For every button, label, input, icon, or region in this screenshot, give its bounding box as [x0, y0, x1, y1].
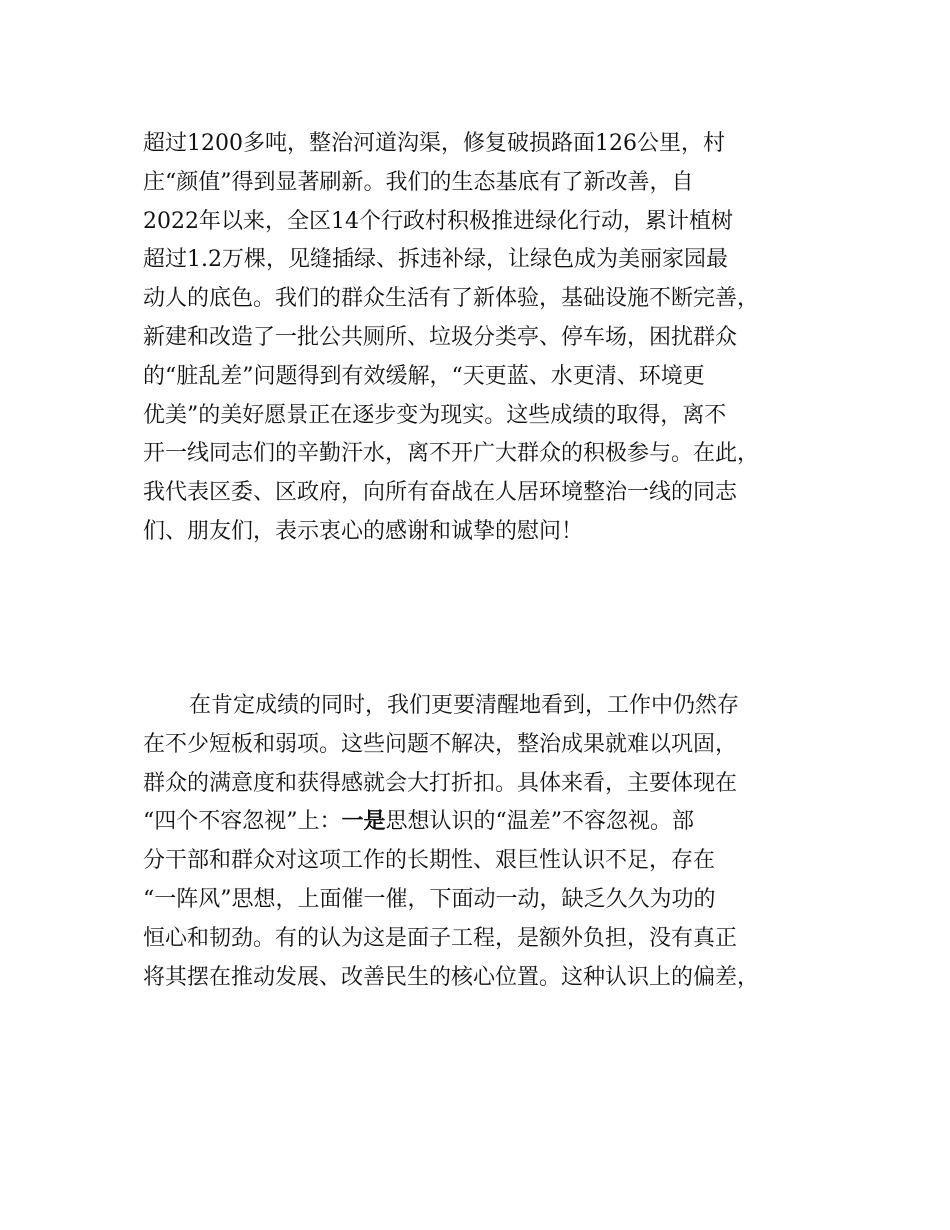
text-line: 在不少短板和弱项。这些问题不解决，整治成果就难以巩固， — [143, 731, 738, 757]
text-line: 我代表区委、区政府，向所有奋战在人居环境整治一线的同志 — [143, 480, 738, 506]
text-line: 恒心和韧劲。有的认为这是面子工程，是额外负担，没有真正 — [143, 925, 738, 951]
text-line: 超过1200多吨，整治河道沟渠，修复破损路面126公里，村 — [143, 131, 725, 156]
text-line: 新建和改造了一批公共厕所、垃圾分类亭、停车场，困扰群众 — [143, 324, 738, 350]
text-run: 思想认识的“温差”不容忽视。部 — [385, 809, 695, 835]
text-line: 动人的底色。我们的群众生活有了新体验，基础设施不断完善， — [143, 286, 760, 312]
text-line: 群众的满意度和获得感就会大打折扣。具体来看，主要体现在 — [143, 770, 738, 796]
text-line: 在肯定成绩的同时，我们更要清醒地看到，工作中仍然存 — [189, 693, 740, 718]
text-line: 将其摆在推动发展、改善民生的核心位置。这种认识上的偏差， — [143, 964, 760, 990]
text-line: 优美”的美好愿景正在逐步变为现实。这些成绩的取得，离不 — [143, 402, 727, 428]
paragraph-shortcomings — [143, 687, 823, 997]
text-line: 庄“颜值”得到显著刷新。我们的生态基底有了新改善，自 — [143, 169, 694, 195]
text-line-with-bold — [143, 803, 823, 842]
text-line: 分干部和群众对这项工作的长期性、艰巨性认识不足，存在 — [143, 848, 716, 874]
text-line: “一阵风”思想，上面催一催，下面动一动，缺乏久久为功的 — [143, 886, 716, 912]
paragraph-achievements — [143, 125, 823, 552]
text-run: “四个不容忽视”上： — [143, 809, 342, 835]
text-line: 开一线同志们的辛勤汗水，离不开广大群众的积极参与。在此， — [143, 441, 760, 467]
bold-marker: 一是 — [341, 809, 386, 835]
text-line: 的“脏乱差”问题得到有效缓解，“天更蓝、水更清、环境更 — [143, 363, 705, 389]
text-line: 们、朋友们，表示衷心的感谢和诚挚的慰问！ — [143, 518, 584, 544]
text-line: 超过1.2万棵，见缝插绿、拆违补绿，让绿色成为美丽家园最 — [143, 247, 728, 273]
text-line: 2022年以来，全区14个行政村积极推进绿化行动，累计植树 — [143, 208, 733, 234]
